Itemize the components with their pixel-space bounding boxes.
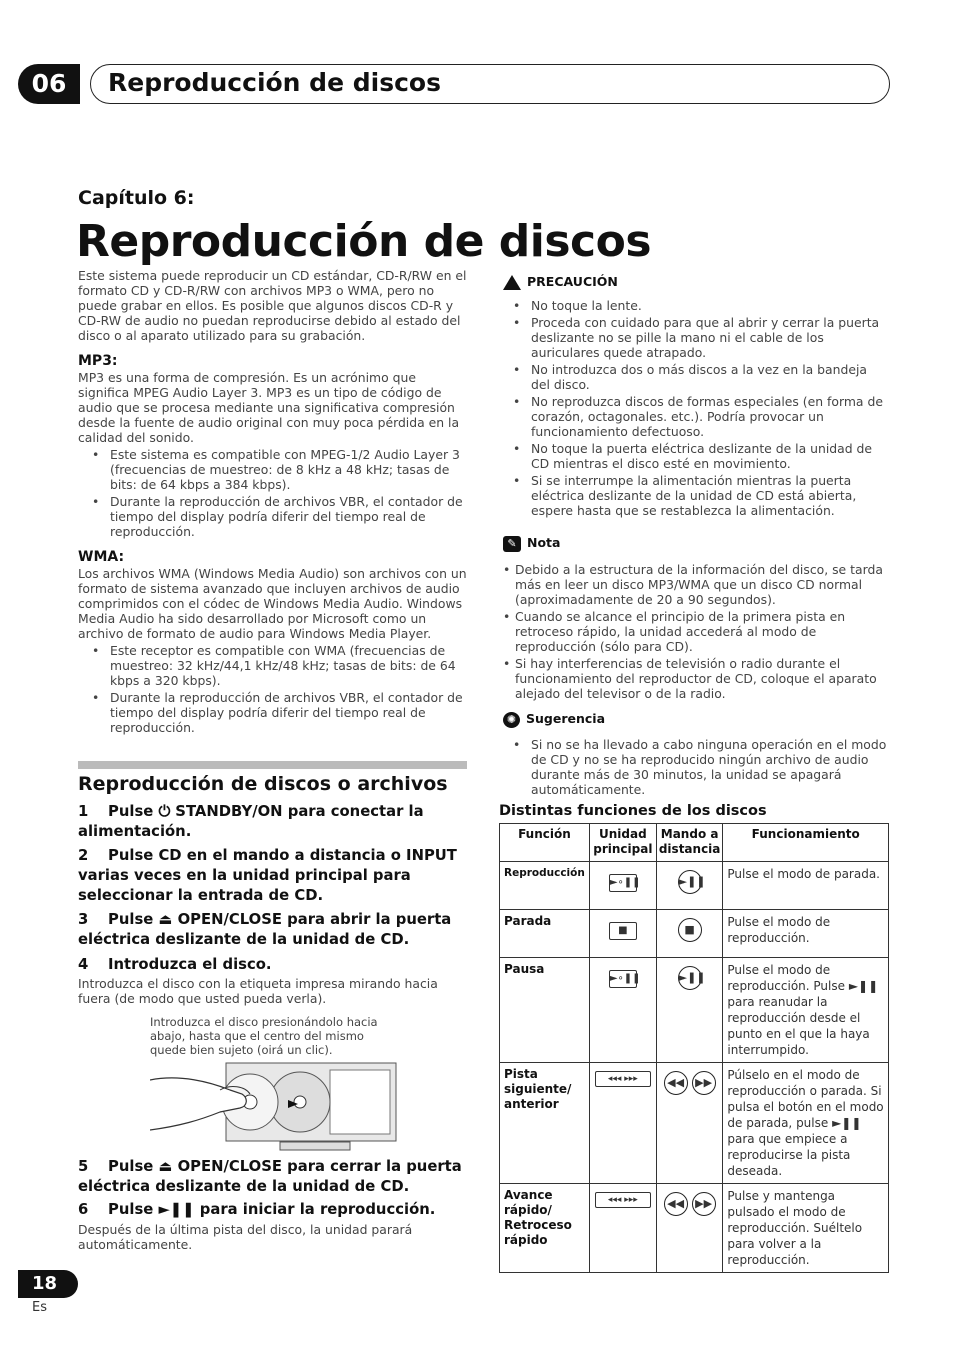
step-4-note: Introduzca el disco con la etiqueta impresa mirando hacia fuera (de modo que usted pueda verla). — [78, 976, 438, 1006]
list-item: • No toque la puerta eléctrica deslizante de la unidad de CD mientras el disco esté en movimiento. — [499, 441, 889, 471]
list-item: • Durante la reproducción de archivos VBR, el contador de tiempo del display podría diferir del tiempo real de reproducción. — [78, 494, 468, 539]
table-header: Funcionamiento — [723, 824, 889, 862]
skip-dial-icon: ◂◂◂ ▸▸▸ — [595, 1192, 651, 1208]
chapter-number: 06 — [18, 64, 80, 104]
caution-heading: PRECAUCIÓN — [503, 274, 618, 290]
play-pause-button-icon: ►∘❚❚ — [609, 970, 637, 988]
table-row: Reproducción ►∘❚❚ ►❚❚ Pulse el modo de parada. — [500, 862, 889, 910]
list-item: • Si hay interferencias de televisión o radio durante el funcionamiento del reproductor de CD, coloque el aparato alejado del televisor o de la radio. — [499, 656, 889, 701]
skip-forward-remote-icon: ▶▶ — [692, 1071, 716, 1095]
list-item: • Durante la reproducción de archivos VBR, el contador de tiempo del display podría diferir del tiempo real de reproducción. — [78, 690, 468, 735]
language-code: Es — [32, 1300, 47, 1315]
chapter-label: Capítulo 6: — [78, 187, 195, 209]
note-heading: ✎ Nota — [503, 535, 560, 552]
table-title: Distintas funciones de los discos — [499, 803, 767, 819]
fast-forward-remote-icon: ▶▶ — [692, 1192, 716, 1216]
mp3-text: MP3 es una forma de compresión. Es un acrónimo que significa MPEG Audio Layer 3. MP3 es un tipo de código de audio que se procesa mediante una significativa compresión desde la fuente de audio original con muy poca pérdida en la calidad del sonido. — [78, 370, 460, 445]
stop-button-icon: ■ — [609, 922, 637, 940]
list-item: • No introduzca dos o más discos a la vez en la bandeja del disco. — [499, 362, 889, 392]
play-pause-button-icon: ►∘❚❚ — [609, 874, 637, 892]
list-item: • No reproduzca discos de formas especiales (en forma de corazón, octagonales. etc.). Podría provocar un funcionamiento defectuoso. — [499, 394, 889, 439]
step-1: 1 Pulse ⏻ STANDBY/ON para conectar la alimentación. — [78, 803, 424, 840]
list-item: • Cuando se alcance el principio de la primera pista en retroceso rápido, la unidad accederá al modo de reproducción (sólo para CD). — [499, 609, 889, 654]
play-pause-remote-icon: ►❚❚ — [678, 870, 702, 894]
rewind-remote-icon: ◀◀ — [664, 1192, 688, 1216]
table-header: Función — [500, 824, 590, 862]
wma-text: Los archivos WMA (Windows Media Audio) son archivos con un formato de sistema avanzado que incluyen archivos de audio comprimidos con el códec de Windows Media Audio. Windows Media Audio ha sido desarrollado por Microsoft como un archivo de formato de audio para Windows Media Player. — [78, 566, 467, 641]
pencil-icon: ✎ — [503, 536, 521, 552]
wma-heading: WMA: — [78, 549, 125, 565]
header-title: Reproducción de discos — [108, 68, 441, 97]
page-number: 18 — [18, 1270, 78, 1298]
table-header: Mando a distancia — [656, 824, 723, 862]
left-column — [78, 268, 468, 737]
step-6: 6 Pulse ►❚❚ para iniciar la reproducción. — [78, 1201, 436, 1218]
list-item: • Si no se ha llevado a cabo ninguna operación en el modo de CD y no se ha reproducido ningún archivo de audio durante más de 30 minutos, la unidad se apagará automáticamente. — [499, 737, 889, 797]
step-4: 4 Introduzca el disco. — [78, 956, 272, 973]
list-item: • Este sistema es compatible con MPEG-1/2 Audio Layer 3 (frecuencias de muestreo: de 8 kHz a 48 kHz; tasas de bits: de 64 kbps a 384 kbps). — [78, 447, 468, 492]
step-6-note: Después de la última pista del disco, la unidad parará automáticamente. — [78, 1222, 413, 1252]
functions-table — [499, 823, 889, 1273]
play-pause-remote-icon: ►❚❚ — [678, 966, 702, 990]
list-item: • Debido a la estructura de la información del disco, se tarda más en leer un disco MP3/WMA que un disco CD normal (aproximadamente de 20 a 90 segundos). — [499, 562, 889, 607]
step-2: 2 Pulse CD en el mando a distancia o INPUT varias veces en la unidad principal para seleccionar la entrada de CD. — [78, 847, 457, 904]
list-item: • No toque la lente. — [499, 298, 889, 313]
skip-dial-icon: ◂◂◂ ▸▸▸ — [595, 1071, 651, 1087]
intro-paragraph: Este sistema puede reproducir un CD estándar, CD-R/RW en el formato CD y CD-R/RW con archivos MP3 o WMA, pero no puede grabar en ellos. Es posible que algunos discos CD-R y CD-RW de audio no puedan reproducirse debido al estado del disco o al aparato utilizado para su grabación. — [78, 268, 467, 343]
list-item: • Este receptor es compatible con WMA (frecuencias de muestreo: 32 kHz/44,1 kHz/48 kHz; tasas de bits: de 64 kbps a 320 kbps). — [78, 643, 468, 688]
table-row: Parada ■ ■ Pulse el modo de reproducción. — [500, 910, 889, 958]
figure-caption: Introduzca el disco presionándolo hacia abajo, hasta que el centro del mismo quede bien sujeto (oirá un clic). — [150, 1015, 378, 1057]
warning-icon — [503, 275, 521, 290]
page-title: Reproducción de discos — [76, 216, 652, 267]
table-header: Unidad principal — [589, 824, 656, 862]
stop-remote-icon: ■ — [678, 918, 702, 942]
mp3-heading: MP3: — [78, 353, 118, 369]
step-3: 3 Pulse ⏏ OPEN/CLOSE para abrir la puerta eléctrica deslizante de la unidad de CD. — [78, 911, 452, 948]
table-row: Avance rápido/ Retroceso rápido ◂◂◂ ▸▸▸ ◀◀ ▶▶ Pulse y mantenga pulsado el modo de reproducción. Suéltelo para volver a la reproducción. — [500, 1184, 889, 1273]
section-heading: Reproducción de discos o archivos — [78, 773, 448, 795]
tip-heading: ✺ Sugerencia — [503, 711, 605, 728]
table-row: Pausa ►∘❚❚ ►❚❚ Pulse el modo de reproducción. Pulse ►❚❚ para reanudar la reproducción desde el punto en el que la haya interrumpido. — [500, 958, 889, 1063]
lightbulb-icon: ✺ — [503, 712, 520, 728]
table-row: Pista siguiente/ anterior ◂◂◂ ▸▸▸ ◀◀ ▶▶ Púlselo en el modo de reproducción o parada. Si pulsa el botón en el modo de parada, pulse ►❚❚ para que empiece a reproducirse la pista deseada. — [500, 1063, 889, 1184]
list-item: • Si se interrumpe la alimentación mientras la puerta eléctrica deslizante de la unidad de CD está abierta, espere hasta que se restablezca la alimentación. — [499, 473, 889, 518]
list-item: • Proceda con cuidado para que al abrir y cerrar la puerta deslizante no se pille la mano ni el cable de los auriculares quede atrapado. — [499, 315, 889, 360]
step-5: 5 Pulse ⏏ OPEN/CLOSE para cerrar la puerta eléctrica deslizante de la unidad de CD. — [78, 1158, 462, 1195]
disc-insert-illustration — [150, 1060, 400, 1155]
section-divider — [78, 761, 467, 769]
skip-back-remote-icon: ◀◀ — [664, 1071, 688, 1095]
